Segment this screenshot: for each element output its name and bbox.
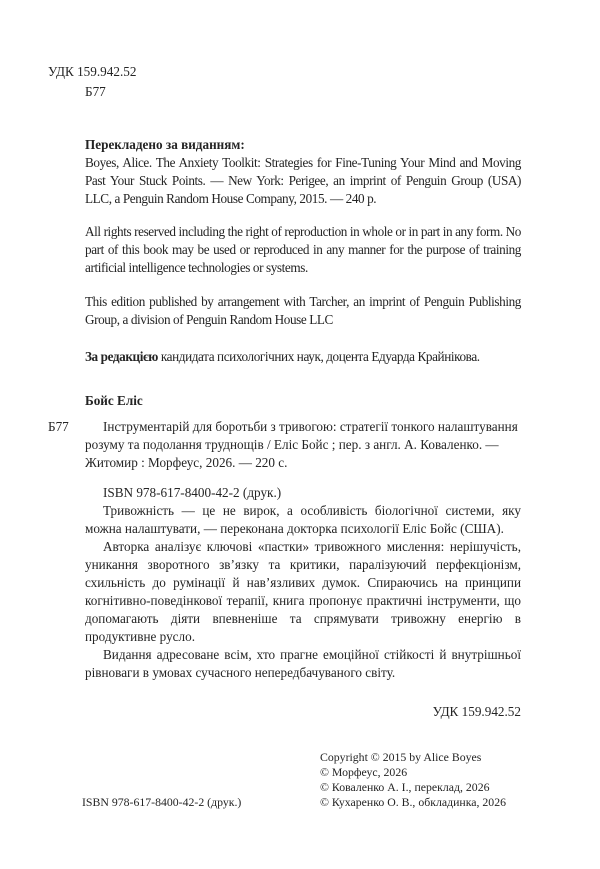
catalog-entry: Інструментарій для боротьби з тривогою: стратегії тонкого налаштування розуму та подолання труднощів / Еліс Бойс ; пер. з англ. А. Коваленко. — Житомир : Морфеус, 2026. — 220 с. [85,419,518,470]
isbn-print-bottom: ISBN 978-617-8400-42-2 (друк.) [82,795,242,809]
udc-bottom-label: УДК 159.942.52 [432,704,521,719]
credits-block [320,750,506,810]
annotation-paragraph: Тривожність — це не вирок, а особливість біологічної системи, яку можна налаштувати, — переконана докторка психології Еліс Бойс (США). [85,503,521,536]
author-name: Бойс Еліс [85,393,143,408]
edition-notice: This edition published by arrangement with Tarcher, an imprint of Penguin Publishing Group, a division of Penguin Random House LLC [85,294,521,327]
isbn-print-mid: ISBN 978-617-8400-42-2 (друк.) [103,485,282,500]
annotation-block [85,502,521,682]
udc-top-label: УДК 159.942.52 [48,64,137,79]
credit-line: Copyright © 2015 by Alice Boyes [320,750,482,764]
catalog-code: Б77 [48,419,69,434]
credit-line: © Коваленко А. І., переклад, 2026 [320,780,490,794]
credit-line: © Кухаренко О. В., обкладинка, 2026 [320,795,506,809]
editor-text: кандидата психологічних наук, доцента Едуарда Крайнікова. [157,349,480,364]
rights-notice: All rights reserved including the right of reproduction in whole or in part in any form. No part of this book may be used or reproduced in any manner for the purpose of training artificial intelligence technologies or systems. [85,224,521,275]
annotation-paragraph: Видання адресоване всім, хто прагне емоційної стійкості й внутрішньої рівноваги в умовах сучасного непередбачуваного світу. [85,647,521,680]
credit-line: © Морфеус, 2026 [320,765,408,779]
editor-note [85,348,480,366]
udc-top-block [48,62,136,102]
translated-from-block [85,136,521,208]
bbk-code-label: Б77 [85,84,106,99]
translated-heading: Перекладено за виданням: [85,137,245,152]
annotation-paragraph: Авторка аналізує ключові «пастки» тривожного мислення: нерішучість, уникання зворотного зв’язку та критики, паралізуючий перфекціонізм, схильність до румінації й нав’язливих думок. Спираючись на принципи когнітивно-поведінкової терапії, книга пропонує практичні інструменти, що допомагають діяти впевненіше та спрямувати тривожну енергію в продуктивне русло. [85,539,521,644]
source-reference: Boyes, Alice. The Anxiety Toolkit: Strategies for Fine-Tuning Your Mind and Moving Past Your Stuck Points. — New York: Perigee, an imprint of Penguin Group (USA) LLC, a Penguin Random House Company, 2015. — 240 p. [85,155,521,206]
editor-label: За редакцією [85,349,158,364]
